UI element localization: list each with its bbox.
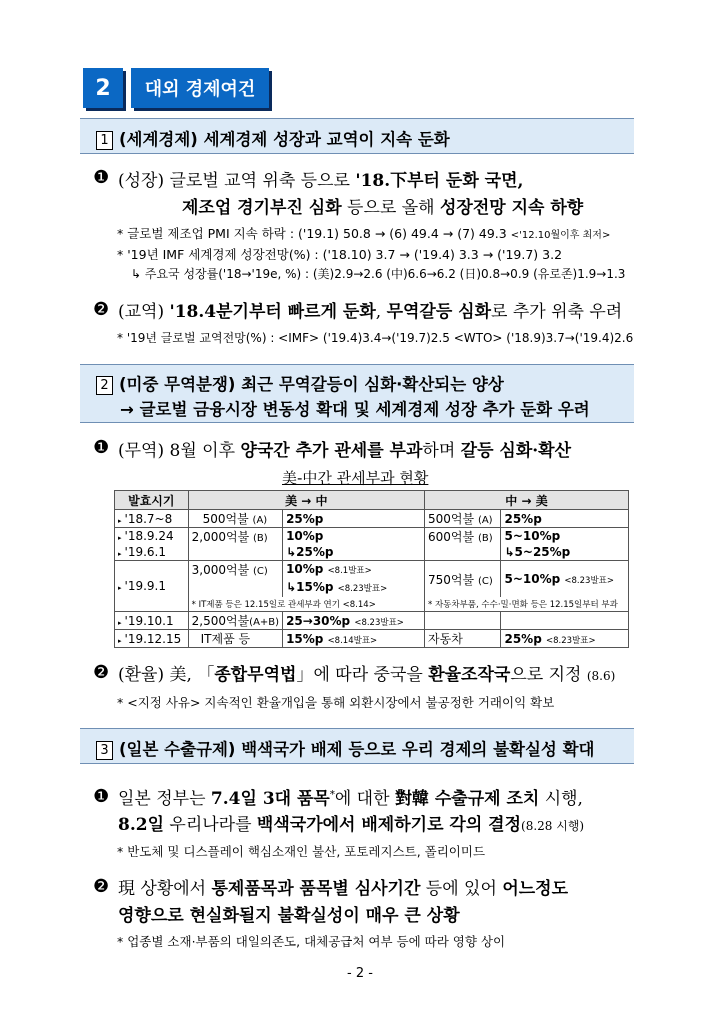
table-row [115, 630, 629, 648]
subsection-3-title: (일본 수출규제) 백색국가 배제 등으로 우리 경제의 불확실성 확대 [119, 740, 595, 759]
subsection-1-header [80, 118, 634, 154]
trade-line: (교역) '18.4분기부터 빠르게 둔화, 무역갈등 심화로 추가 위축 우려 [118, 302, 623, 322]
subsection-3-number: 3 [96, 741, 113, 760]
subsection-3-header [80, 728, 634, 764]
us-rate: 25→30%p <8.23발표> [283, 612, 425, 630]
growth-line-2: 제조업 경기부진 심화 등으로 올해 성장전망 지속 하향 [182, 198, 584, 218]
row-date: ▸ '19.6.1 [115, 544, 189, 561]
us-rate: 25%p [283, 510, 425, 528]
table-row [115, 510, 629, 528]
row-date: ▸ '19.10.1 [115, 612, 189, 630]
subsection-1-number: 1 [96, 131, 113, 150]
bullet-6-symbol: ❷ [93, 876, 110, 897]
fx-note: * <지정 사유> 지속적인 환율개입을 통해 외환시장에서 불공정한 거래이익 확보 [117, 695, 555, 710]
japan-line-3: 現 상황에서 통제품목과 품목별 심사기간 등에 있어 어느정도 [118, 879, 569, 899]
us-rate: ↳25%p [283, 544, 425, 561]
bullet-1-symbol: ❶ [93, 167, 110, 188]
table-note-row [115, 597, 629, 612]
subsection-2-title-1: (미중 무역분쟁) 최근 무역갈등이 심화·확산되는 양상 [119, 375, 504, 394]
subsection-1-title: (세계경제) 세계경제 성장과 교역이 지속 둔화 [119, 130, 450, 149]
cn-note: * 자동차부품, 수수·밀·면화 등은 12.15일부터 부과 [425, 597, 629, 612]
cn-rate: 25%p [501, 510, 629, 528]
table-header-row [115, 491, 629, 510]
growth-line-1: (성장) 글로벌 교역 위축 등으로 '18.下부터 둔화 국면, [118, 171, 524, 191]
header-cn-to-us: 中 → 美 [425, 491, 629, 510]
header-us-to-cn: 美 → 中 [188, 491, 424, 510]
us-rate: 10%p [283, 528, 425, 545]
japan-note-2: * 업종별 소재·부품의 대일의존도, 대체공급처 여부 등에 따라 영향 상이 [117, 934, 506, 949]
japan-note-1: * 반도체 및 디스플레이 핵심소재인 불산, 포토레지스트, 폴리이미드 [117, 844, 486, 859]
us-amount: 3,000억불 (C) [188, 561, 282, 598]
bullet-2-symbol: ❷ [93, 299, 110, 320]
table-row [115, 612, 629, 630]
cn-amount [425, 612, 501, 630]
cn-rate: 25%p <8.23발표> [501, 630, 629, 648]
trade-note: * '19년 글로벌 교역전망(%) : <IMF> ('19.4)3.4→('19.7)2.5 <WTO> ('18.9)3.7→('19.4)2.6 [117, 331, 634, 345]
japan-line-2: 8.2일 우리나라를 백색국가에서 배제하기로 각의 결정(8.28 시행) [118, 815, 585, 835]
cn-amount: 자동차 [425, 630, 501, 648]
bullet-3-symbol: ❶ [93, 437, 110, 458]
us-rate: 15%p <8.14발표> [283, 630, 425, 648]
us-amount: 500억불 (A) [188, 510, 282, 528]
subsection-2-header [80, 364, 634, 423]
us-amount: 2,000억불 (B) [188, 528, 282, 561]
subsection-2-number: 2 [96, 376, 113, 395]
bullet-5-symbol: ❶ [93, 786, 110, 807]
tariff-table [114, 490, 629, 648]
cn-rate: 5~10%p <8.23발표> [501, 561, 629, 598]
subsection-2-title-2: → 글로벌 금융시장 변동성 확대 및 세계경제 성장 추가 둔화 우려 [120, 400, 590, 419]
fx-line: (환율) 美, 「종합무역법」에 따라 중국을 환율조작국으로 지정 (8.6) [118, 665, 616, 685]
cn-amount: 750억불 (C) [425, 561, 501, 598]
row-date: ▸ '19.9.1 [115, 561, 189, 612]
us-amount: 2,500억불(A+B) [188, 612, 282, 630]
us-rate: 10%p <8.1발표> ↳15%p <8.23발표> [283, 561, 425, 598]
table-caption: 美-中간 관세부과 현황 [282, 469, 429, 487]
cn-amount: 600억불 (B) [425, 528, 501, 561]
us-note: * IT제품 등은 12.15일로 관세부과 연기 <8.14> [188, 597, 424, 612]
section-title: 대외 경제여건 [131, 68, 269, 108]
growth-note-imf: * '19년 IMF 세계경제 성장전망(%) : ('18.10) 3.7 → ('19.4) 3.3 → ('19.7) 3.2 [117, 247, 563, 262]
row-date: ▸ '19.12.15 [115, 630, 189, 648]
page-number: - 2 - [347, 966, 373, 981]
row-date: ▸ '18.7~8 [115, 510, 189, 528]
cn-rate [501, 612, 629, 630]
cn-rate: ↳5~25%p [501, 544, 629, 561]
table-row [115, 528, 629, 545]
cn-amount: 500억불 (A) [425, 510, 501, 528]
growth-note-countries: ↳ 주요국 성장률('18→'19e, %) : (美)2.9→2.6 (中)6.6→6.2 (日)0.8→0.9 (유로존)1.9→1.3 [131, 267, 626, 281]
japan-line-1: 일본 정부는 7.4일 3대 품목*에 대한 對韓 수출규제 조치 시행, [118, 789, 583, 809]
growth-note-pmi: * 글로벌 제조업 PMI 지속 하락 : ('19.1) 50.8 → (6) 49.4 → (7) 49.3 <'12.10월이후 최저> [117, 226, 611, 241]
header-date: 발효시기 [115, 491, 189, 510]
table-row [115, 561, 629, 598]
cn-rate: 5~10%p [501, 528, 629, 545]
japan-line-4: 영향으로 현실화될지 불확실성이 매우 큰 상황 [118, 906, 460, 926]
row-date: ▸ '18.9.24 [115, 528, 189, 545]
us-amount: IT제품 등 [188, 630, 282, 648]
bullet-4-symbol: ❷ [93, 662, 110, 683]
section-number: 2 [83, 68, 123, 108]
tariff-line: (무역) 8월 이후 양국간 추가 관세를 부과하며 갈등 심화·확산 [118, 441, 572, 461]
